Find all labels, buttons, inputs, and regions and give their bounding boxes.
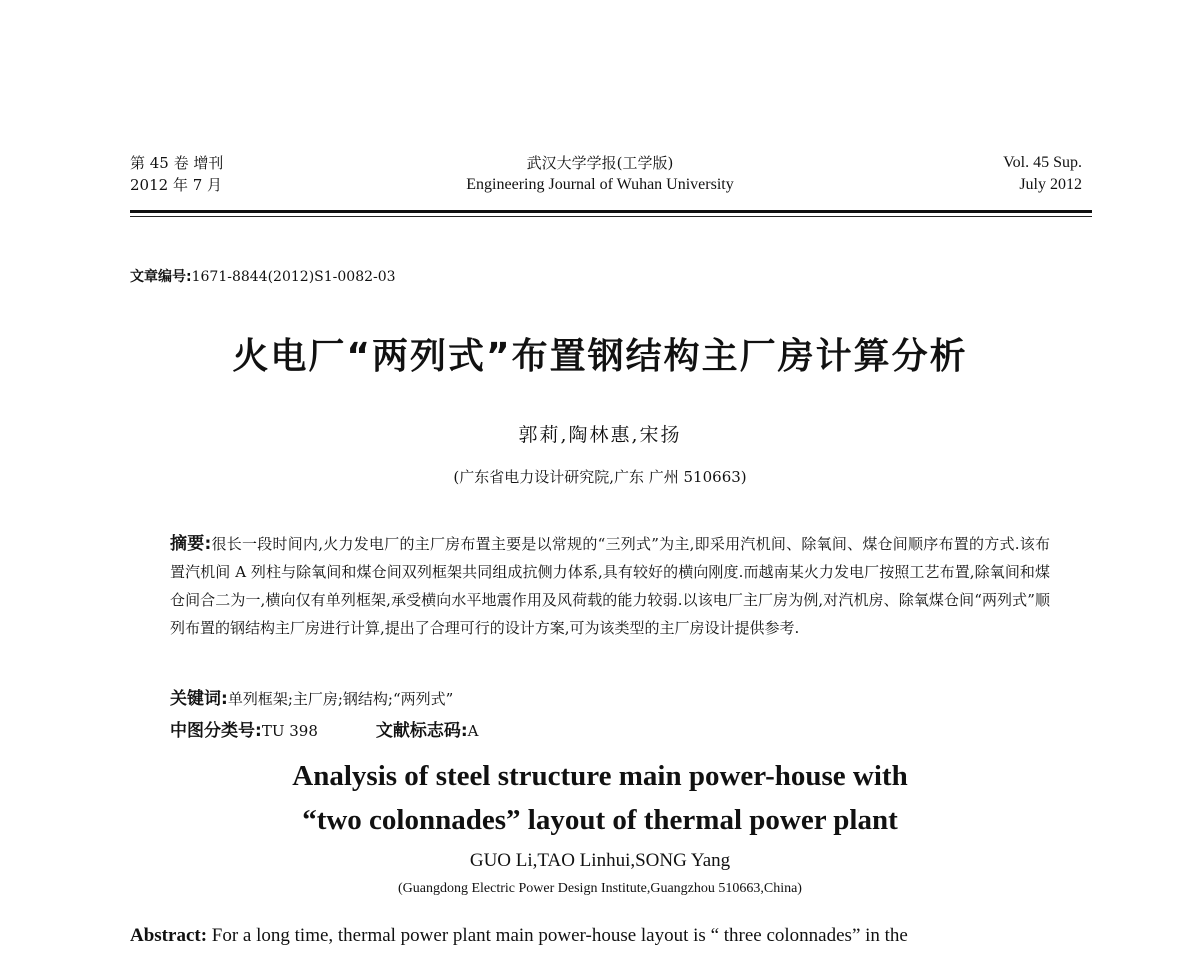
abstract-en: [130, 925, 1092, 947]
article-number-value: 1671-8844(2012)S1-0082-03: [191, 269, 396, 285]
classification-line: [170, 716, 479, 741]
abstract-en-text: For a long time, thermal power plant main power-house layout is “ three colonnades” in the: [211, 925, 908, 946]
title-en-line-1: Analysis of steel structure main power-house with: [292, 760, 908, 792]
clc-label: 中图分类号:: [170, 721, 262, 741]
keywords-cn-label: 关键词:: [170, 689, 228, 709]
keywords-cn-text: 单列框架;主厂房;钢结构;“两列式”: [227, 690, 454, 708]
abstract-cn-text: 很长一段时间内,火力发电厂的主厂房布置主要是以常规的“三列式”为主,即采用汽机间、除氧间、煤仓间顺序布置的方式.该布置汽机间 A 列柱与除氧间和煤仓间双列框架共同组成抗侧力体系,具有较好的横向刚度.而越南某火力发电厂按照工艺布置,除氧间和煤仓间合二为一,横向仅有单列框架,承受横向水平地震作用及风荷载的能力较弱.以该电厂主厂房为例,对汽机房、除氧煤仓间“两列式”顺列布置的钢结构主厂房进行计算,提出了合理可行的设计方案,可为该类型的主厂房设计提供参考.: [170, 535, 1050, 637]
volume-en: Vol. 45 Sup.: [1003, 154, 1082, 171]
title-en-line-2: “two colonnades” layout of thermal power plant: [302, 804, 898, 836]
journal-name-en: Engineering Journal of Wuhan University: [466, 176, 734, 193]
running-header-right: [1003, 152, 1082, 196]
journal-name-cn: 武汉大学学报(工学版): [526, 154, 674, 172]
article-number: [130, 266, 396, 286]
affiliation-en: (Guangdong Electric Power Design Institute,Guangzhou 510663,China): [398, 881, 802, 896]
keywords-cn: [170, 684, 453, 709]
article-number-label: 文章编号:: [130, 269, 192, 285]
abstract-cn-label: 摘要:: [170, 534, 212, 554]
publication-date-cn: 2012 年 7 月: [130, 176, 223, 194]
header-rule-thick: [130, 210, 1092, 213]
doc-code-value: A: [467, 722, 479, 740]
authors-en: GUO Li,TAO Linhui,SONG Yang: [469, 850, 731, 871]
clc-value: TU 398: [261, 722, 318, 740]
abstract-en-label: Abstract:: [130, 925, 208, 946]
authors-cn: 郭莉,陶林惠,宋扬: [518, 424, 682, 446]
title-cn: 火电厂“两列式”布置钢结构主厂房计算分析: [232, 336, 968, 377]
doc-code-label: 文献标志码:: [375, 721, 468, 741]
header-rule-thin: [130, 216, 1092, 217]
publication-date-en: July 2012: [1019, 176, 1082, 193]
affiliation-cn: (广东省电力设计研究院,广东 广州 510663): [453, 468, 747, 486]
volume-issue: 第 45 卷 增刊: [130, 154, 224, 172]
abstract-cn: [170, 530, 1050, 642]
